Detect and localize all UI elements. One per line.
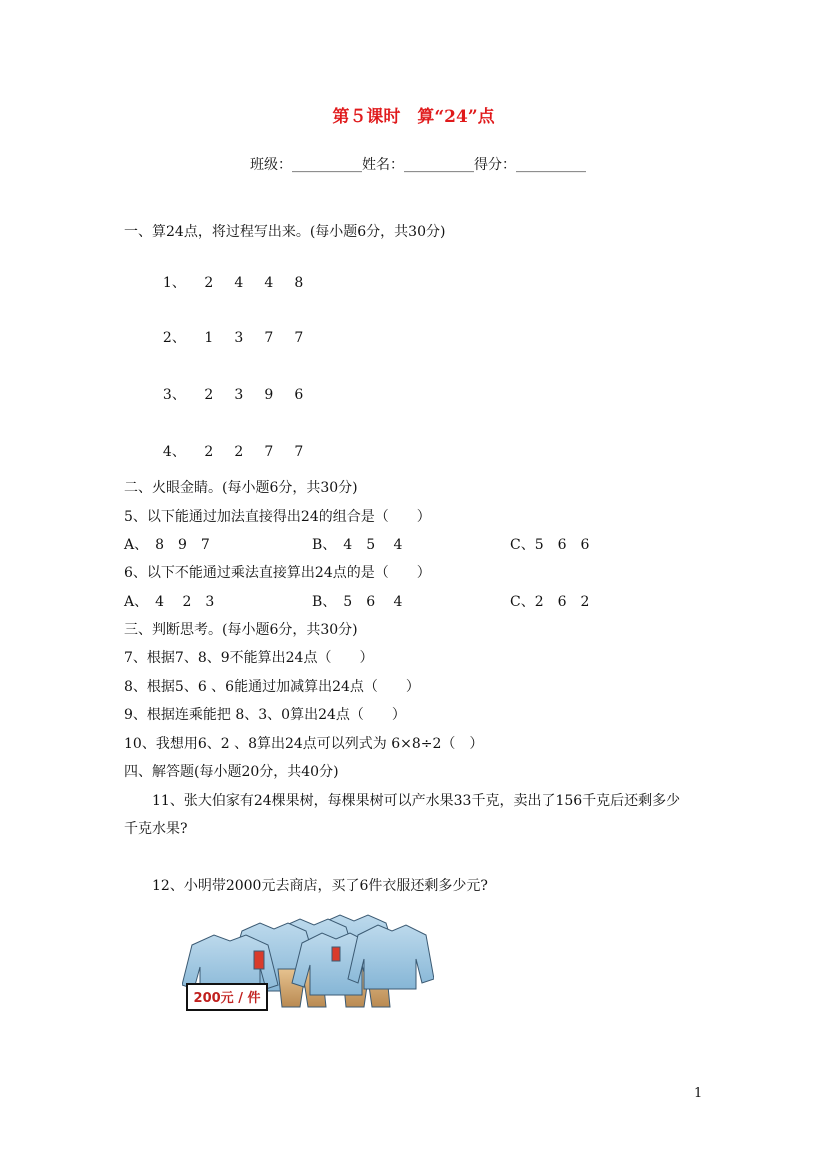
- question-11-line2: 千克水果?: [124, 821, 188, 837]
- s1-number: 4: [264, 275, 274, 291]
- s1-number: 4: [234, 275, 244, 291]
- page-number: 1: [694, 1086, 703, 1101]
- section4-heading: 四、解答题(每小题20分，共40分): [124, 764, 339, 780]
- s1-number: 2: [204, 387, 214, 403]
- section2-heading: 二、火眼金睛。(每小题6分，共30分): [124, 480, 358, 496]
- s1-number: 2: [204, 444, 214, 460]
- s1-number: 3: [234, 330, 244, 346]
- s1-item-2: [154, 308, 314, 348]
- question-10: 10、我想用6、2 、8算出24点可以列式为 6×8÷2（ ）: [124, 736, 484, 752]
- s1-number: 6: [294, 387, 304, 403]
- question-9: 9、根据连乘能把 8、3、0算出24点（ ）: [124, 707, 406, 723]
- question-8: 8、根据5、6 、6能通过加减算出24点（ ）: [124, 679, 420, 695]
- q6-option-b: B、 5 6 4: [312, 594, 403, 610]
- s1-number: 7: [264, 330, 274, 346]
- student-info-text: 班级：__________姓名：__________得分：__________: [249, 157, 586, 173]
- price-tag: 200元 / 件: [186, 983, 268, 1011]
- section1-heading: 一、算24点，将过程写出来。(每小题6分，共30分): [124, 224, 446, 240]
- question-12: 12、小明带2000元去商店，买了6件衣服还剩多少元?: [152, 878, 488, 894]
- s1-item-label: 2、: [162, 330, 186, 346]
- s1-number: 7: [264, 444, 274, 460]
- s1-item-label: 3、: [162, 387, 186, 403]
- student-info-line: [0, 138, 827, 174]
- s1-number: 3: [234, 387, 244, 403]
- section3-heading: 三、判断思考。(每小题6分，共30分): [124, 622, 358, 638]
- s1-item-4: [154, 422, 314, 462]
- q5-option-a: A、 8 9 7: [124, 537, 210, 553]
- question-7: 7、根据7、8、9不能算出24点（ ）: [124, 650, 374, 666]
- page-title: 第５课时 算“24”点: [332, 107, 495, 127]
- q6-option-c: C、2 6 2: [510, 594, 590, 610]
- s1-number: 7: [294, 444, 304, 460]
- s1-item-label: 4、: [162, 444, 186, 460]
- s1-item-1: [154, 253, 314, 293]
- s1-number: 9: [264, 387, 274, 403]
- s1-item-3: [154, 365, 314, 405]
- q6-option-a: A、 4 2 3: [124, 594, 215, 610]
- s1-number: 8: [294, 275, 304, 291]
- s1-number: 2: [204, 275, 214, 291]
- s1-item-label: 1、: [162, 275, 186, 291]
- s1-number: 1: [204, 330, 214, 346]
- q5-option-b: B、 4 5 4: [312, 537, 403, 553]
- s1-number: 7: [294, 330, 304, 346]
- s1-number: 2: [234, 444, 244, 460]
- question-5: 5、以下能通过加法直接得出24的组合是（ ）: [124, 509, 431, 525]
- q5-option-c: C、5 6 6: [510, 537, 590, 553]
- question-11-line1: 11、张大伯家有24棵果树，每棵果树可以产水果33千克，卖出了156千克后还剩多少: [152, 793, 681, 809]
- question-6: 6、以下不能通过乘法直接算出24点的是（ ）: [124, 565, 431, 581]
